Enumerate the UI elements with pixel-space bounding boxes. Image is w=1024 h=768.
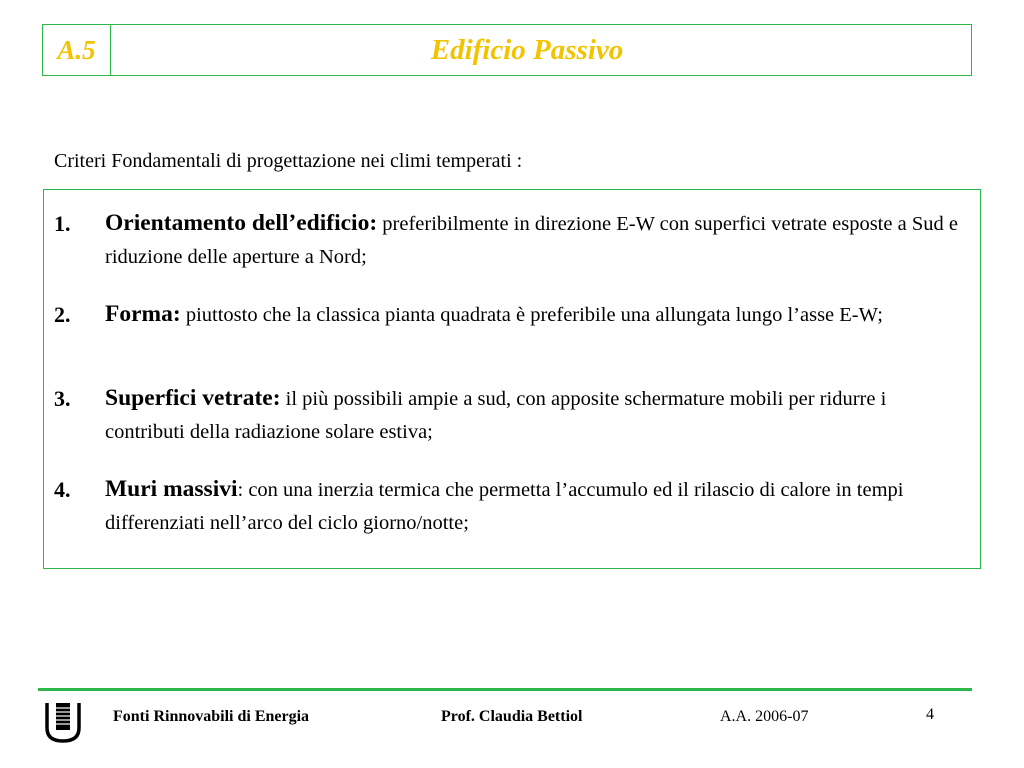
footer-year: A.A. 2006-07	[720, 708, 809, 725]
item-number: 2.	[54, 302, 71, 327]
item-number: 1.	[54, 211, 71, 236]
item-label: Forma:	[105, 301, 181, 327]
item-text: il più possibili ampie a sud, con apposite schermature mobili per ridurre i contributi della radiazione solare estiva;	[105, 388, 887, 443]
item-label: Muri massivi	[105, 476, 238, 502]
footer-divider	[38, 688, 972, 691]
list-item	[54, 382, 964, 449]
slide-title: Edificio Passivo	[430, 33, 624, 66]
item-text: : con una inerzia termica che permetta l’accumulo ed il rilascio di calore in tempi differenziati nell’arco del ciclo giorno/notte;	[105, 479, 904, 534]
footer-professor: Prof. Claudia Bettiol	[441, 708, 583, 725]
item-label: Superfici vetrate:	[105, 385, 281, 411]
item-text: piuttosto che la classica pianta quadrata è preferibile una allungata lungo l’asse E-W;	[180, 304, 883, 326]
list-item	[54, 473, 964, 540]
item-number: 3.	[54, 386, 71, 411]
criteria-box	[43, 189, 981, 569]
list-item	[54, 207, 964, 274]
list-item	[54, 298, 964, 332]
intro-text: Criteri Fondamentali di progettazione nei climi temperati :	[54, 150, 523, 172]
university-logo-icon	[44, 700, 82, 744]
item-text: preferibilmente in direzione E-W con superfici vetrate esposte a Sud e riduzione delle aperture a Nord;	[105, 213, 958, 268]
item-label: Orientamento dell’edificio:	[105, 210, 378, 236]
page-number: 4	[926, 706, 934, 723]
section-code: A.5	[43, 25, 111, 75]
slide-header	[42, 24, 972, 76]
item-number: 4.	[54, 477, 71, 502]
footer-course: Fonti Rinnovabili di Energia	[113, 708, 310, 725]
